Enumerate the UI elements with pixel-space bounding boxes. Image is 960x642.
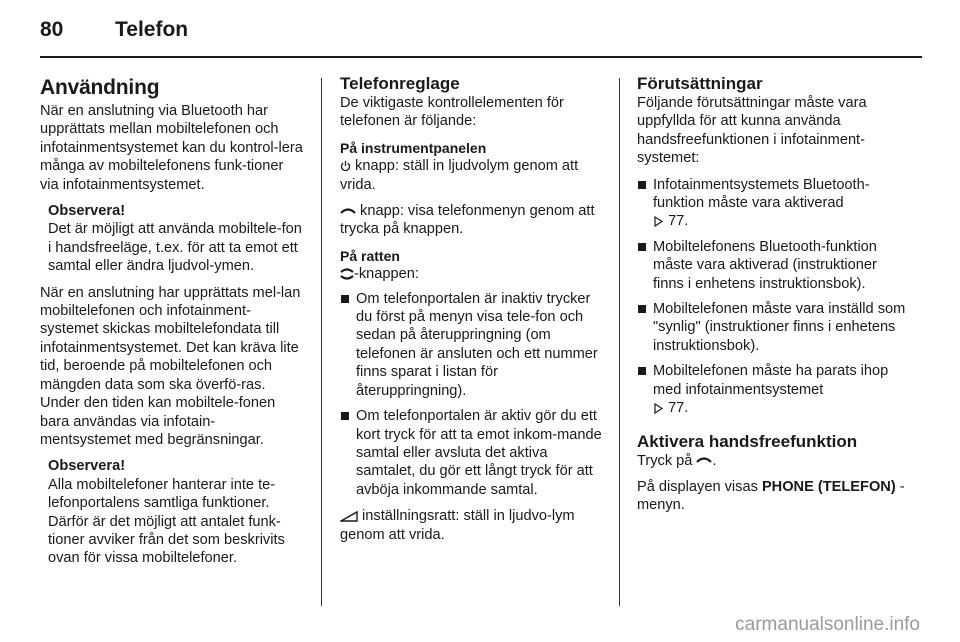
bullet-icon <box>341 412 349 420</box>
menu-name-phone: PHONE (TELEFON) <box>761 478 896 495</box>
chapter-title: Telefon <box>115 18 189 41</box>
note-1-text: Det är möjligt att använda mobiltele-fon i handsfreeläge, t.ex. för att ta emot ett samtal eller ändra ljudvol-ymen. <box>48 221 302 275</box>
prerequisites-intro: Följande förutsättningar måste vara uppfyllda för att kunna använda handsfreefunktionen i infotainment-systemet: <box>637 95 867 167</box>
note-2-title: Observera! <box>48 458 126 475</box>
power-icon <box>340 160 351 172</box>
column-usage <box>40 74 306 576</box>
bullet-icon <box>638 367 646 375</box>
phone-icon <box>340 207 356 216</box>
list-item: Om telefonportalen är inaktiv trycker du först på menyn visa tele-fon och sedan på återuppringning (om telefonen är ansluten och ett nummer finns sparat i listan för återuppringning). <box>340 290 606 400</box>
phone-button-text: knapp: visa telefonmenyn genom att trycka på knappen. <box>340 203 595 238</box>
page-reference[interactable]: 77. <box>653 400 688 416</box>
page-header <box>40 18 188 48</box>
page-reference[interactable]: 77. <box>653 213 688 229</box>
note-1-title: Observera! <box>48 203 126 220</box>
bullet-icon <box>638 243 646 251</box>
note-2-text: Alla mobiltelefoner hanterar inte te-lefonportalens samtliga funktioner. Därför är det möjligt att antalet funk-tioner avviker från det som beskrivits ovan för vissa mobiltelefoner. <box>48 476 285 567</box>
list-item: Infotainmentsystemets Bluetooth-funktion måste vara aktiverad 77. <box>637 176 907 231</box>
power-knob-text: knapp: ställ in ljudvolym genom att vrida. <box>340 158 579 193</box>
column-controls <box>340 74 606 552</box>
controls-intro: De viktigaste kontrollelementen för telefonen är följande: <box>340 95 564 130</box>
heading-controls: Telefonreglage <box>340 74 460 93</box>
list-item: Om telefonportalen är aktiv gör du ett kort tryck för att ta emot inkom-mande samtal eller avsluta det aktiva samtalet, du gör ett långt tryck för att avböja inkommande samtal. <box>340 407 606 499</box>
steering-phone-icon <box>340 268 354 280</box>
page-reference-arrow-icon <box>653 403 664 414</box>
display-instruction: På displayen visas PHONE (TELEFON) -menyn. <box>637 478 905 514</box>
column-divider-2 <box>619 78 620 606</box>
heading-prerequisites: Förutsättningar <box>637 74 763 93</box>
usage-para-2: När en anslutning har upprättats mel-lan mobiltelefonen och infotainment-systemet skickas mobiltelefondata till infotainmentsystemet. Det kan kräva lite tid, beroende på mobiltelefonen och mängden data som ska överfö-ras. Under den tiden kan mobiltele-fonen bara användas via infotain-mentsystemet med begränsningar. <box>40 284 301 448</box>
note-2 <box>40 457 306 567</box>
wheel-button-text: -knappen: <box>340 265 606 283</box>
watermark: carmanualsonline.info <box>735 614 920 635</box>
page-number: 80 <box>40 18 64 41</box>
heading-usage: Användning <box>40 76 160 99</box>
note-1 <box>40 202 306 276</box>
usage-intro: När en anslutning via Bluetooth har upprättats mellan mobiltelefonen och infotainmentsystemet kan du kontrol-lera många av mobiltelefonens funk-tioner via infotainmentsystemet. <box>40 103 303 193</box>
list-item: Mobiltelefonens Bluetooth-funktion måste vara aktiverad (instruktioner finns i enhetens instruktionsbok). <box>637 238 907 293</box>
phone-icon <box>696 456 712 465</box>
prerequisites-list <box>637 176 907 418</box>
wheel-button-list <box>340 290 606 499</box>
column-prerequisites <box>637 74 907 523</box>
press-instruction: Tryck på . <box>637 452 717 469</box>
subheading-steering-wheel: På ratten <box>340 247 400 264</box>
list-item: Mobiltelefonen måste ha parats ihop med infotainmentsystemet 77. <box>637 362 907 417</box>
page-reference-arrow-icon <box>653 216 664 227</box>
bullet-icon <box>638 181 646 189</box>
subheading-instrument-panel: På instrumentpanelen <box>340 139 487 156</box>
bullet-icon <box>638 305 646 313</box>
thumbwheel-icon <box>340 510 358 522</box>
column-divider-1 <box>321 78 322 606</box>
list-item: Mobiltelefonen måste vara inställd som "synlig" (instruktioner finns i enhetens instruktionsbok). <box>637 300 907 355</box>
thumbwheel-text: inställningsratt: ställ in ljudvo-lym genom att vrida. <box>340 508 575 543</box>
bullet-icon <box>341 295 349 303</box>
header-rule <box>40 56 922 58</box>
heading-activate-handsfree: Aktivera handsfreefunktion <box>637 431 858 451</box>
